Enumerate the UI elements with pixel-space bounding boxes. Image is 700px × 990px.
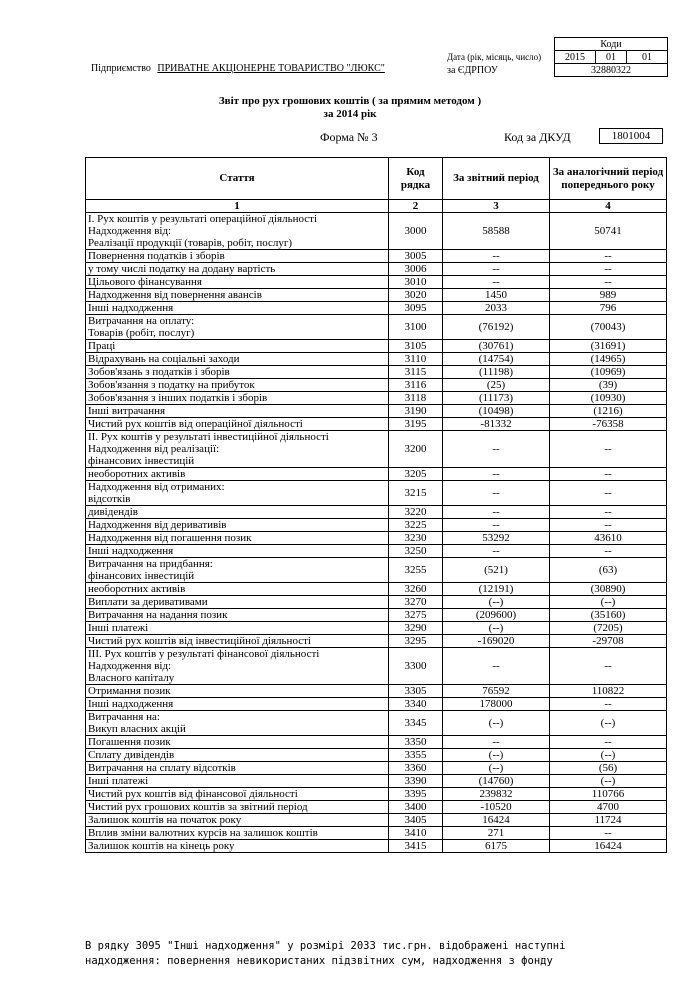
row-code: 3230 <box>389 532 443 545</box>
row-previous-value: (--) <box>550 711 667 736</box>
table-row <box>86 519 667 532</box>
row-article-line: Інші платежі <box>88 775 149 787</box>
row-article-line: Надходження від повернення авансів <box>88 289 262 301</box>
enterprise-name: ПРИВАТНЕ АКЦІОНЕРНЕ ТОВАРИСТВО "ЛЮКС" <box>157 63 385 74</box>
row-article-line: Надходження від деривативів <box>88 519 227 531</box>
row-article-line: Інші надходження <box>88 545 174 557</box>
row-current-value: (--) <box>443 711 550 736</box>
row-current-value: 2033 <box>443 302 550 315</box>
table-row <box>86 545 667 558</box>
report-title: Звіт про рух грошових коштів ( за прямим методом ) <box>218 95 482 107</box>
col-number-2: 2 <box>389 200 443 213</box>
row-article-line: Вплив зміни валютних курсів на залишок коштів <box>88 827 318 839</box>
row-current-value: (--) <box>443 622 550 635</box>
row-current-value: -- <box>443 468 550 481</box>
row-article <box>86 788 389 801</box>
row-code: 3115 <box>389 366 443 379</box>
row-article <box>86 545 389 558</box>
row-current-value: -- <box>443 519 550 532</box>
row-current-value: -- <box>443 506 550 519</box>
table-row <box>86 814 667 827</box>
row-article <box>86 250 389 263</box>
row-code: 3400 <box>389 801 443 814</box>
row-code: 3350 <box>389 736 443 749</box>
table-row <box>86 302 667 315</box>
table-row <box>86 250 667 263</box>
row-previous-value: -- <box>550 545 667 558</box>
table-row <box>86 213 667 250</box>
row-code: 3275 <box>389 609 443 622</box>
row-article-line: Власного капіталу <box>88 672 175 684</box>
row-article <box>86 481 389 506</box>
row-article-line: Чистий рух коштів від операційної діяльності <box>88 418 303 430</box>
table-row <box>86 315 667 340</box>
row-code: 3360 <box>389 762 443 775</box>
row-code: 3410 <box>389 827 443 840</box>
row-article-line: Інші надходження <box>88 698 174 710</box>
row-article-line: дивідендів <box>88 506 138 518</box>
row-current-value: 239832 <box>443 788 550 801</box>
row-previous-value: (35160) <box>550 609 667 622</box>
row-article <box>86 468 389 481</box>
col-number-4: 4 <box>550 200 667 213</box>
row-previous-value: -- <box>550 698 667 711</box>
table-row <box>86 276 667 289</box>
row-code: 3010 <box>389 276 443 289</box>
row-current-value: 58588 <box>443 213 550 250</box>
row-previous-value: 50741 <box>550 213 667 250</box>
row-article-line: Надходження від: <box>88 225 172 237</box>
row-previous-value: (1216) <box>550 405 667 418</box>
row-article-line: Витрачання на придбання: <box>88 558 213 570</box>
row-article-line: Сплату дивідендів <box>88 749 175 761</box>
row-article <box>86 263 389 276</box>
table-row <box>86 532 667 545</box>
footnote-line-1: В рядку 3095 "Інші надходження" у розмірі 2033 тис.грн. відображені наступні <box>85 940 566 952</box>
row-current-value: (11198) <box>443 366 550 379</box>
row-previous-value: (30890) <box>550 583 667 596</box>
row-article <box>86 749 389 762</box>
row-current-value: -- <box>443 545 550 558</box>
table-row <box>86 596 667 609</box>
col-number-1: 1 <box>86 200 389 213</box>
table-row <box>86 353 667 366</box>
col-number-3: 3 <box>443 200 550 213</box>
row-article <box>86 302 389 315</box>
row-previous-value: (56) <box>550 762 667 775</box>
row-article-line: Погашення позик <box>88 736 171 748</box>
row-code: 3250 <box>389 545 443 558</box>
row-code: 3220 <box>389 506 443 519</box>
row-code: 3006 <box>389 263 443 276</box>
table-row <box>86 635 667 648</box>
row-current-value: -10520 <box>443 801 550 814</box>
row-article-line: фінансових інвестицій <box>88 455 195 467</box>
row-code: 3260 <box>389 583 443 596</box>
row-article <box>86 289 389 302</box>
table-row <box>86 698 667 711</box>
dkud-value: 1801004 <box>599 128 663 144</box>
row-article-line: необоротних активів <box>88 468 186 480</box>
row-article <box>86 622 389 635</box>
row-current-value: (25) <box>443 379 550 392</box>
row-article-line: Надходження від: <box>88 660 172 672</box>
row-previous-value: -- <box>550 276 667 289</box>
codes-label: Коди <box>555 38 668 51</box>
row-code: 3110 <box>389 353 443 366</box>
row-article <box>86 532 389 545</box>
enterprise-line <box>91 63 385 74</box>
row-previous-value: -- <box>550 468 667 481</box>
row-previous-value: -- <box>550 431 667 468</box>
row-current-value: (10498) <box>443 405 550 418</box>
table-row <box>86 263 667 276</box>
row-previous-value: 110766 <box>550 788 667 801</box>
row-article <box>86 431 389 468</box>
row-article <box>86 648 389 685</box>
row-code: 3355 <box>389 749 443 762</box>
row-code: 3390 <box>389 775 443 788</box>
row-code: 3116 <box>389 379 443 392</box>
row-current-value: 16424 <box>443 814 550 827</box>
row-code: 3000 <box>389 213 443 250</box>
table-row <box>86 583 667 596</box>
row-code: 3118 <box>389 392 443 405</box>
table-row <box>86 788 667 801</box>
table-row <box>86 289 667 302</box>
footnote-line-2: надходження: повернення невикористаних підзвітних сум, надходження з фонду <box>85 955 553 967</box>
row-article-line: II. Рух коштів у результаті інвестиційної діяльності <box>88 431 329 443</box>
row-current-value: -- <box>443 250 550 263</box>
row-article <box>86 736 389 749</box>
row-article <box>86 213 389 250</box>
row-previous-value: -- <box>550 481 667 506</box>
row-code: 3345 <box>389 711 443 736</box>
row-code: 3195 <box>389 418 443 431</box>
row-article-line: Зобов'язання з податку на прибуток <box>88 379 255 391</box>
row-previous-value: -29708 <box>550 635 667 648</box>
row-current-value: (--) <box>443 749 550 762</box>
row-article-line: Інші платежі <box>88 622 149 634</box>
row-article <box>86 315 389 340</box>
row-article-line: Чистий рух коштів від інвестиційної діяльності <box>88 635 311 647</box>
row-code: 3415 <box>389 840 443 853</box>
row-code: 3200 <box>389 431 443 468</box>
row-previous-value: (7205) <box>550 622 667 635</box>
row-code: 3305 <box>389 685 443 698</box>
header-previous: За аналогічний період попереднього року <box>550 158 667 200</box>
row-code: 3020 <box>389 289 443 302</box>
row-current-value: (12191) <box>443 583 550 596</box>
row-article-line: Зобов'язань з податків і зборів <box>88 366 230 378</box>
row-code: 3255 <box>389 558 443 583</box>
row-article-line: Витрачання на оплату: <box>88 315 195 327</box>
date-label: Дата (рік, місяць, число) <box>447 52 542 62</box>
row-article-line: Отримання позик <box>88 685 171 697</box>
row-article <box>86 635 389 648</box>
row-article-line: Витрачання на сплату відсотків <box>88 762 236 774</box>
row-article-line: Відрахувань на соціальні заходи <box>88 353 240 365</box>
header-code: Код рядка <box>389 158 443 200</box>
edrpou-value: 32880322 <box>555 64 668 77</box>
row-previous-value: (70043) <box>550 315 667 340</box>
table-header-row <box>86 158 667 200</box>
row-previous-value: 989 <box>550 289 667 302</box>
row-code: 3005 <box>389 250 443 263</box>
row-current-value: (14754) <box>443 353 550 366</box>
row-article-line: I. Рух коштів у результаті операційної діяльності <box>88 213 318 225</box>
row-article-line: відсотків <box>88 493 131 505</box>
row-article-line: Товарів (робіт, послуг) <box>88 327 195 339</box>
row-code: 3190 <box>389 405 443 418</box>
row-current-value: 178000 <box>443 698 550 711</box>
row-article <box>86 775 389 788</box>
row-article-line: Залишок коштів на кінець року <box>88 840 235 852</box>
row-previous-value: (14965) <box>550 353 667 366</box>
row-current-value: 6175 <box>443 840 550 853</box>
row-article-line: Викуп власних акцій <box>88 723 186 735</box>
row-current-value: -81332 <box>443 418 550 431</box>
table-row <box>86 736 667 749</box>
header-current: За звітний період <box>443 158 550 200</box>
row-article-line: необоротних активів <box>88 583 186 595</box>
row-article <box>86 583 389 596</box>
row-current-value: (521) <box>443 558 550 583</box>
row-article-line: фінансових інвестицій <box>88 570 195 582</box>
row-current-value: -- <box>443 431 550 468</box>
row-article <box>86 840 389 853</box>
row-article <box>86 392 389 405</box>
table-row <box>86 405 667 418</box>
row-code: 3100 <box>389 315 443 340</box>
table-row <box>86 840 667 853</box>
edrpou-label: за ЄДРПОУ <box>447 65 498 76</box>
table-row <box>86 468 667 481</box>
row-current-value: -169020 <box>443 635 550 648</box>
row-current-value: (11173) <box>443 392 550 405</box>
row-previous-value: (10930) <box>550 392 667 405</box>
row-article-line: Виплати за деривативами <box>88 596 208 608</box>
row-current-value: -- <box>443 263 550 276</box>
table-row <box>86 749 667 762</box>
table-body <box>86 213 667 853</box>
row-article-line: Інші витрачання <box>88 405 166 417</box>
row-current-value: -- <box>443 736 550 749</box>
row-previous-value: -- <box>550 250 667 263</box>
row-article-line: Інші надходження <box>88 302 174 314</box>
row-article-line: Реалізації продукції (товарів, робіт, послуг) <box>88 237 293 249</box>
row-previous-value: (--) <box>550 596 667 609</box>
row-code: 3405 <box>389 814 443 827</box>
table-row <box>86 622 667 635</box>
row-previous-value: (--) <box>550 749 667 762</box>
row-article-line: Витрачання на надання позик <box>88 609 228 621</box>
row-previous-value: 11724 <box>550 814 667 827</box>
row-current-value: (--) <box>443 762 550 775</box>
row-article-line: Залишок коштів на початок року <box>88 814 242 826</box>
row-current-value: (209600) <box>443 609 550 622</box>
row-article-line: III. Рух коштів у результаті фінансової діяльності <box>88 648 320 660</box>
row-article-line: у тому числі податку на додану вартість <box>88 263 276 275</box>
table-row <box>86 711 667 736</box>
row-current-value: 53292 <box>443 532 550 545</box>
date-day: 01 <box>627 51 668 64</box>
header-article: Стаття <box>86 158 389 200</box>
row-current-value: (76192) <box>443 315 550 340</box>
row-previous-value: (31691) <box>550 340 667 353</box>
table-row <box>86 418 667 431</box>
form-number: Форма № 3 <box>320 130 378 144</box>
table-row <box>86 392 667 405</box>
report-period: за 2014 рік <box>323 108 377 120</box>
row-article-line: Зобов'язання з інших податків і зборів <box>88 392 268 404</box>
row-article-line: Витрачання на: <box>88 711 160 723</box>
footnote <box>85 939 695 969</box>
row-current-value: (--) <box>443 596 550 609</box>
row-article <box>86 506 389 519</box>
row-previous-value: 110822 <box>550 685 667 698</box>
row-article-line: Надходження від отриманих: <box>88 481 225 493</box>
table-row <box>86 609 667 622</box>
row-previous-value: -76358 <box>550 418 667 431</box>
row-code: 3205 <box>389 468 443 481</box>
row-current-value: -- <box>443 481 550 506</box>
row-article <box>86 698 389 711</box>
row-previous-value: (--) <box>550 775 667 788</box>
row-code: 3105 <box>389 340 443 353</box>
row-previous-value: 43610 <box>550 532 667 545</box>
row-article <box>86 519 389 532</box>
row-previous-value: -- <box>550 263 667 276</box>
row-article-line: Чистий рух грошових коштів за звітний період <box>88 801 308 813</box>
dkud-label: Код за ДКУД <box>504 130 571 144</box>
row-article <box>86 814 389 827</box>
table-row <box>86 775 667 788</box>
row-current-value: -- <box>443 648 550 685</box>
row-article <box>86 762 389 775</box>
row-article <box>86 353 389 366</box>
row-article-line: Повернення податків і зборів <box>88 250 225 262</box>
table-row <box>86 558 667 583</box>
row-code: 3215 <box>389 481 443 506</box>
table-row <box>86 366 667 379</box>
row-article <box>86 366 389 379</box>
row-previous-value: -- <box>550 736 667 749</box>
row-article <box>86 685 389 698</box>
row-article <box>86 340 389 353</box>
table-row <box>86 827 667 840</box>
row-article-line: Праці <box>88 340 116 352</box>
row-code: 3095 <box>389 302 443 315</box>
table-row <box>86 801 667 814</box>
table-row <box>86 685 667 698</box>
row-current-value: 76592 <box>443 685 550 698</box>
table-row <box>86 340 667 353</box>
row-current-value: (14760) <box>443 775 550 788</box>
table-row <box>86 506 667 519</box>
row-article-line: Цільового фінансування <box>88 276 202 288</box>
row-article <box>86 596 389 609</box>
row-article <box>86 711 389 736</box>
row-previous-value: (39) <box>550 379 667 392</box>
table-row <box>86 379 667 392</box>
codes-box <box>554 37 668 77</box>
row-article <box>86 609 389 622</box>
table-row <box>86 762 667 775</box>
row-previous-value: (10969) <box>550 366 667 379</box>
row-code: 3270 <box>389 596 443 609</box>
row-article <box>86 405 389 418</box>
enterprise-label: Підприємство <box>91 63 151 74</box>
row-current-value: (30761) <box>443 340 550 353</box>
row-previous-value: 4700 <box>550 801 667 814</box>
row-previous-value: -- <box>550 506 667 519</box>
row-article-line: Надходження від погашення позик <box>88 532 252 544</box>
row-previous-value: 16424 <box>550 840 667 853</box>
date-year: 2015 <box>555 51 596 64</box>
row-article-line: Чистий рух коштів від фінансової діяльності <box>88 788 298 800</box>
row-previous-value: -- <box>550 648 667 685</box>
row-previous-value: 796 <box>550 302 667 315</box>
row-previous-value: (63) <box>550 558 667 583</box>
table-row <box>86 431 667 468</box>
row-code: 3290 <box>389 622 443 635</box>
row-code: 3340 <box>389 698 443 711</box>
row-article <box>86 379 389 392</box>
table-row <box>86 481 667 506</box>
row-article-line: Надходження від реалізації: <box>88 443 220 455</box>
column-numbers-row <box>86 200 667 213</box>
row-current-value: -- <box>443 276 550 289</box>
row-code: 3225 <box>389 519 443 532</box>
row-current-value: 1450 <box>443 289 550 302</box>
row-previous-value: -- <box>550 827 667 840</box>
row-code: 3395 <box>389 788 443 801</box>
row-current-value: 271 <box>443 827 550 840</box>
cash-flow-table <box>85 157 667 853</box>
row-article <box>86 418 389 431</box>
row-article <box>86 276 389 289</box>
row-article <box>86 801 389 814</box>
row-article <box>86 558 389 583</box>
row-article <box>86 827 389 840</box>
row-code: 3295 <box>389 635 443 648</box>
row-previous-value: -- <box>550 519 667 532</box>
row-code: 3300 <box>389 648 443 685</box>
table-row <box>86 648 667 685</box>
date-month: 01 <box>596 51 627 64</box>
